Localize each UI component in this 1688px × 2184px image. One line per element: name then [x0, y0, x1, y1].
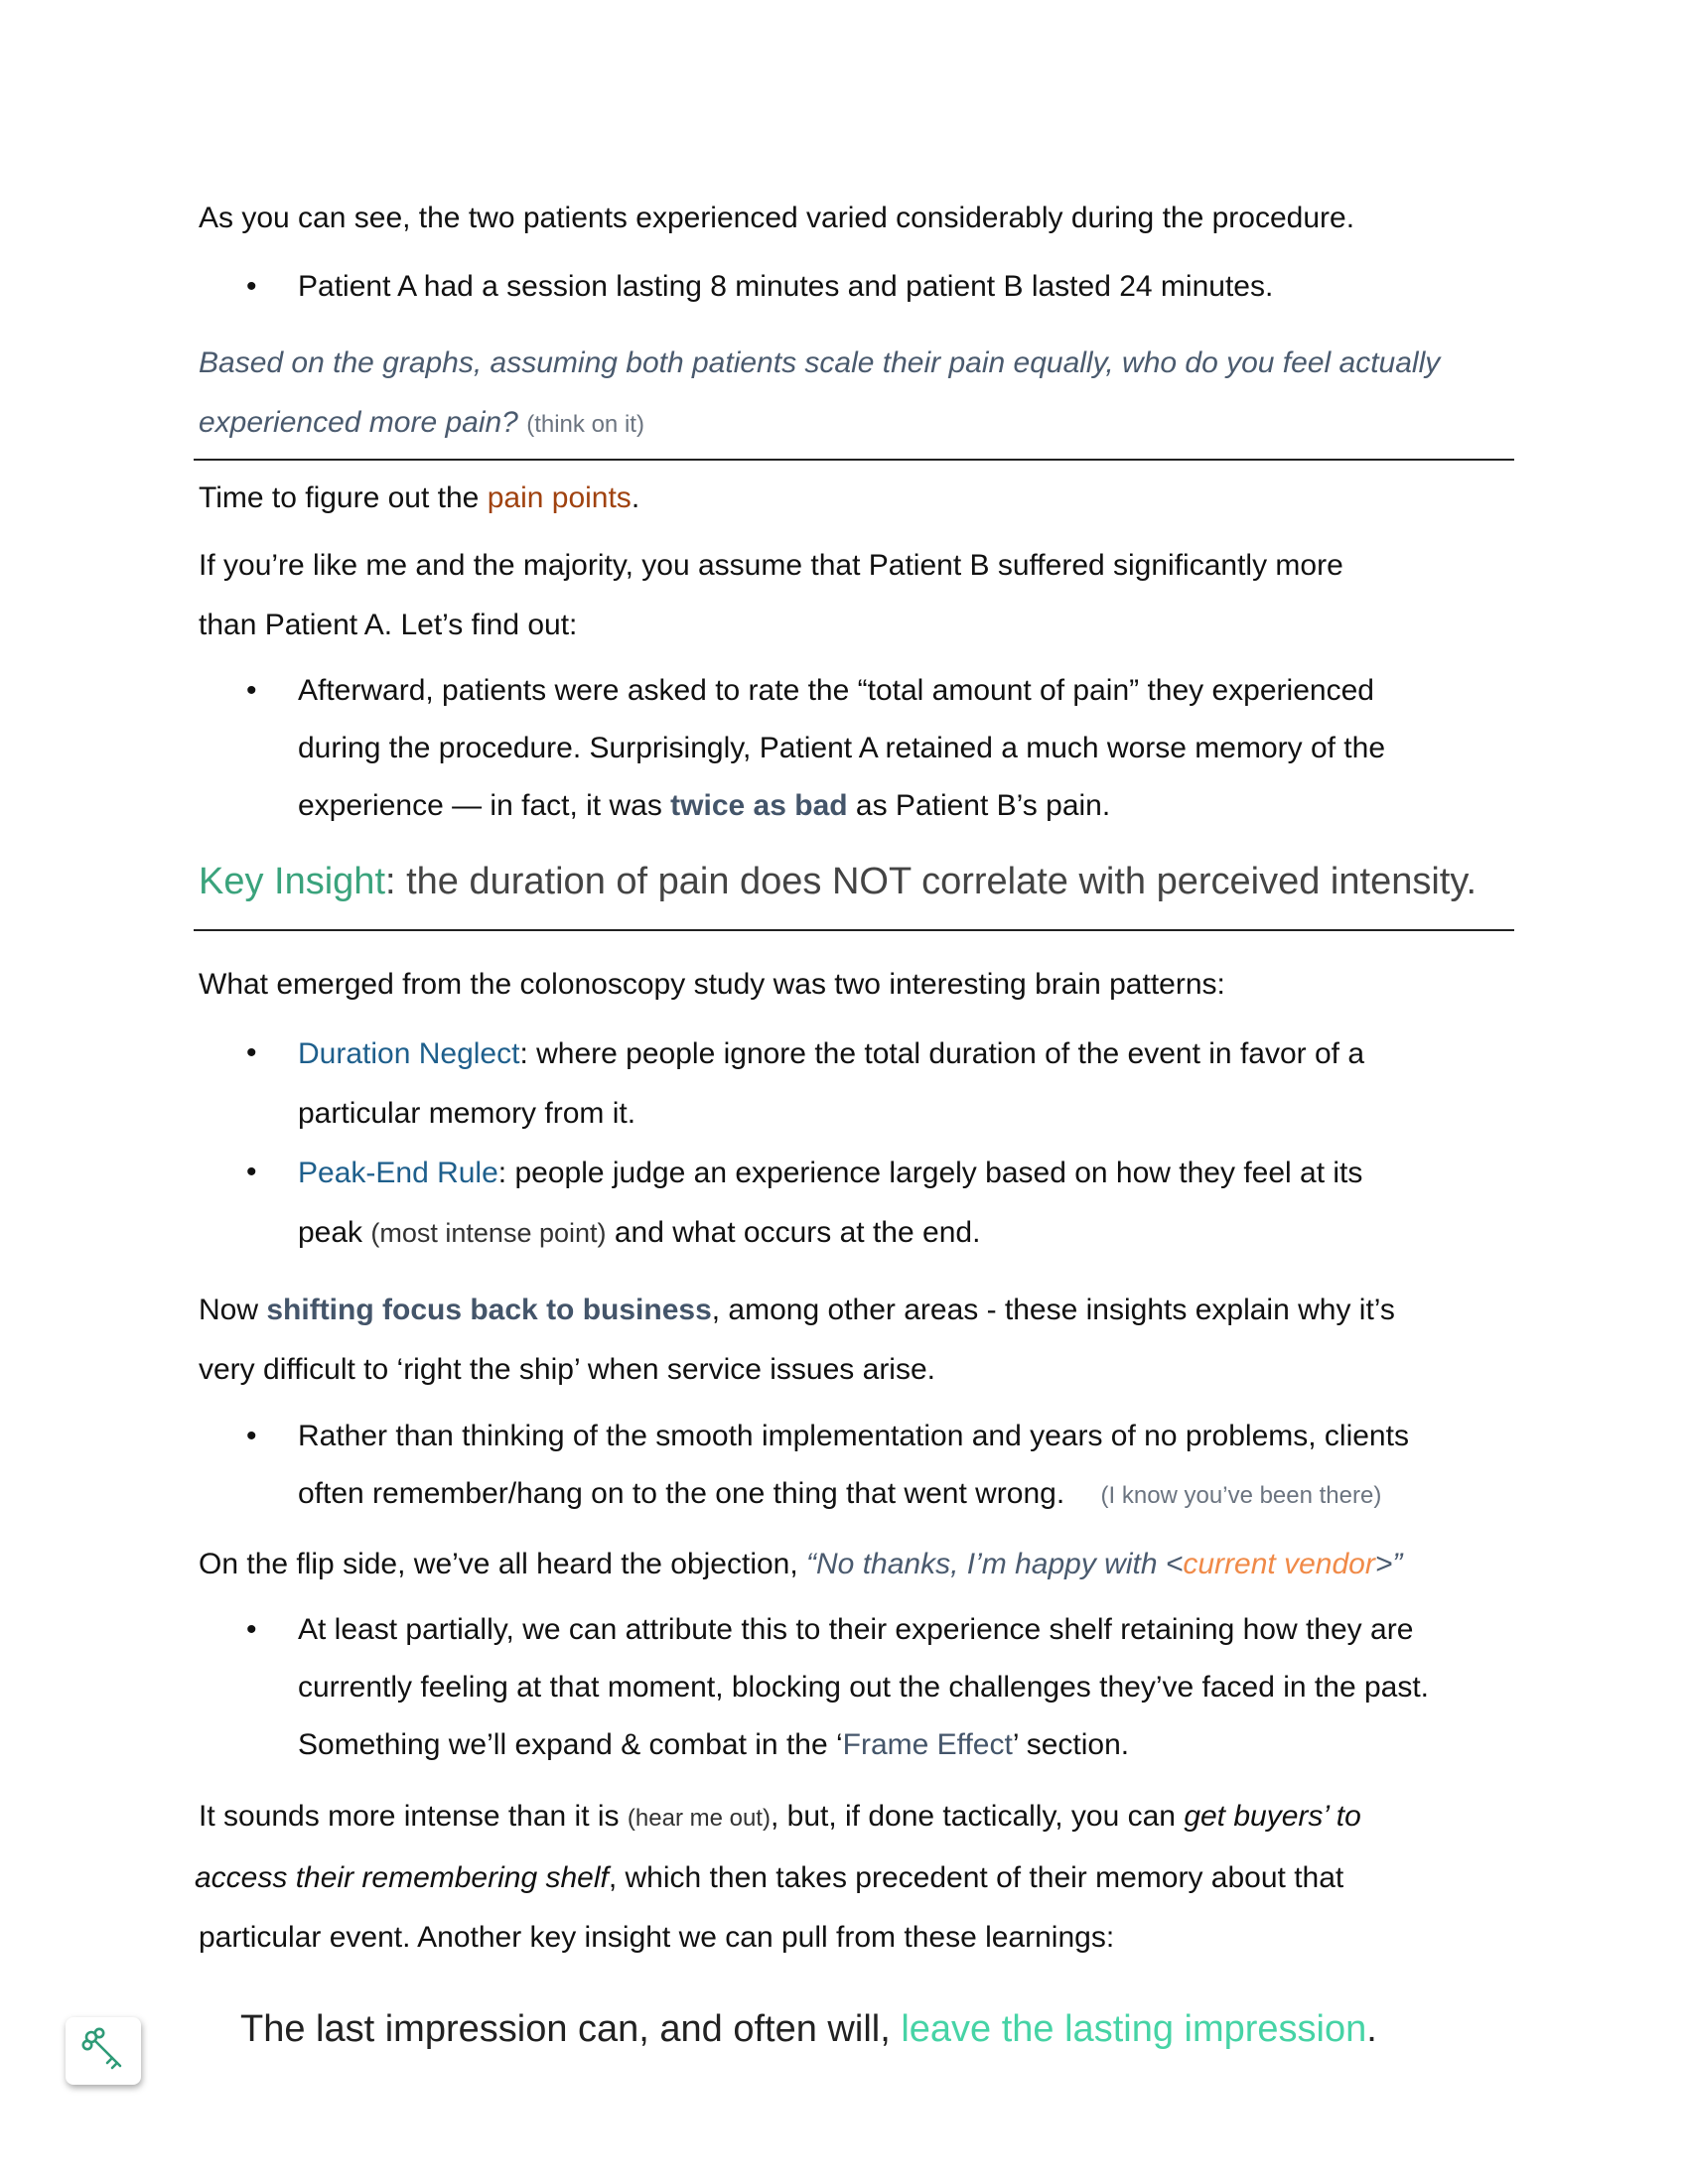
duration-neglect-term: Duration Neglect	[298, 1037, 520, 1070]
remembering-line1b: , but, if done tactically, you can	[770, 1800, 1185, 1833]
bullet-experience-shelf	[298, 1601, 1519, 1774]
question-aside: (think on it)	[526, 411, 644, 438]
rating-line2: during the procedure. Surprisingly, Patient A retained a much worse memory of the	[298, 732, 1386, 764]
remembering-line1-italic: get buyers’ to	[1184, 1800, 1361, 1833]
shelf-line3-prefix: Something we’ll expand & combat in the ‘	[298, 1728, 843, 1761]
business-prefix: Now	[199, 1294, 267, 1326]
rating-line3-prefix: experience — in fact, it was	[298, 789, 671, 822]
key-badge	[66, 2017, 141, 2085]
final-highlight: leave the lasting impression	[901, 2008, 1367, 2050]
final-suffix: .	[1366, 2008, 1377, 2050]
key-icon	[78, 2024, 128, 2079]
business-line2: very difficult to ‘right the ship’ when service issues arise.	[199, 1353, 935, 1386]
business-bold: shifting focus back to business	[266, 1294, 712, 1326]
question-line2: experienced more pain?	[199, 406, 518, 439]
bullet-smooth-implementation	[298, 1408, 1519, 1525]
final-prefix: The last impression can, and often will,	[240, 2008, 902, 2050]
majority-line1: If you’re like me and the majority, you assume that Patient B suffered significantly more	[199, 549, 1343, 582]
question-paragraph	[199, 334, 1509, 455]
remembering-line2b: , which then takes precedent of their memory about that	[608, 1861, 1344, 1894]
rating-line1: Afterward, patients were asked to rate the “total amount of pain” they experienced	[298, 674, 1374, 707]
peak-end-small: (most intense point)	[370, 1218, 607, 1248]
majority-line2: than Patient A. Let’s find out:	[199, 609, 578, 641]
duration-neglect-line1: : where people ignore the total duration of the event in favor of a	[519, 1037, 1365, 1070]
twice-as-bad: twice as bad	[670, 789, 848, 822]
pain-points-prefix: Time to figure out the	[199, 481, 488, 514]
peak-end-line2b: and what occurs at the end.	[606, 1216, 981, 1249]
business-paragraph	[199, 1281, 1509, 1400]
flip-side-paragraph	[199, 1535, 1509, 1594]
pain-points-suffix: .	[631, 481, 640, 514]
key-insight-text: : the duration of pain does NOT correlate with perceived intensity.	[385, 861, 1477, 902]
divider-2	[194, 929, 1514, 931]
key-insight-label: Key Insight	[199, 861, 385, 902]
flip-side-prefix: On the flip side, we’ve all heard the objection,	[199, 1548, 807, 1580]
current-vendor: current vendor	[1183, 1548, 1375, 1580]
shelf-line1: At least partially, we can attribute this to their experience shelf retaining how they are	[298, 1613, 1414, 1646]
duration-neglect-line2: particular memory from it.	[298, 1097, 636, 1130]
smooth-line2: often remember/hang on to the one thing that went wrong.	[298, 1477, 1065, 1510]
bullet-dot: •	[246, 1156, 257, 1188]
flip-side-quote-a: “No thanks, I’m happy with <	[806, 1548, 1184, 1580]
remembering-line2-italic: access their remembering shelf	[195, 1861, 609, 1894]
remembering-shelf-paragraph	[195, 1787, 1529, 1968]
peak-end-line1: : people judge an experience largely based on how they feel at its	[497, 1157, 1363, 1189]
pain-points-highlight: pain points	[487, 481, 632, 514]
bullet-rating	[298, 662, 1519, 835]
rating-line3-suffix: as Patient B’s pain.	[847, 789, 1111, 822]
bullet-dot: •	[246, 674, 257, 707]
smooth-line1: Rather than thinking of the smooth implementation and years of no problems, clients	[298, 1420, 1409, 1452]
shelf-line2: currently feeling at that moment, blocking out the challenges they’ve faced in the past.	[298, 1671, 1430, 1704]
bullet-dot: •	[246, 1036, 257, 1069]
bullet-session-lengths: Patient A had a session lasting 8 minutes and patient B lasted 24 minutes.	[298, 270, 1274, 303]
majority-paragraph	[199, 536, 1509, 655]
peak-end-line2a: peak	[298, 1216, 371, 1249]
hear-me-out: (hear me out)	[627, 1805, 771, 1832]
frame-effect-reference: Frame Effect	[842, 1728, 1013, 1761]
intro-paragraph: As you can see, the two patients experienced varied considerably during the procedure.	[199, 202, 1355, 234]
key-insight	[199, 852, 1519, 911]
peak-end-term: Peak-End Rule	[298, 1157, 498, 1189]
bullet-dot: •	[246, 1613, 257, 1646]
divider-1	[194, 459, 1514, 461]
remembering-line1a: It sounds more intense than it is	[199, 1800, 628, 1833]
brain-patterns-intro: What emerged from the colonoscopy study was two interesting brain patterns:	[199, 968, 1225, 1001]
bullet-peak-end	[298, 1144, 1519, 1263]
shelf-line3-suffix: ’ section.	[1012, 1728, 1130, 1761]
bullet-duration-neglect	[298, 1024, 1519, 1144]
remembering-line3: particular event. Another key insight we can pull from these learnings:	[199, 1921, 1115, 1954]
bullet-dot: •	[246, 1420, 257, 1452]
bullet-dot: •	[246, 270, 257, 303]
smooth-aside: (I know you’ve been there)	[1100, 1482, 1382, 1509]
flip-side-quote-b: >”	[1374, 1548, 1403, 1580]
question-line1: Based on the graphs, assuming both patients scale their pain equally, who do you feel actually	[199, 346, 1441, 379]
pain-points-heading	[199, 469, 1509, 528]
final-quote	[240, 1999, 1531, 2059]
business-line1-suffix: , among other areas - these insights explain why it’s	[711, 1294, 1395, 1326]
